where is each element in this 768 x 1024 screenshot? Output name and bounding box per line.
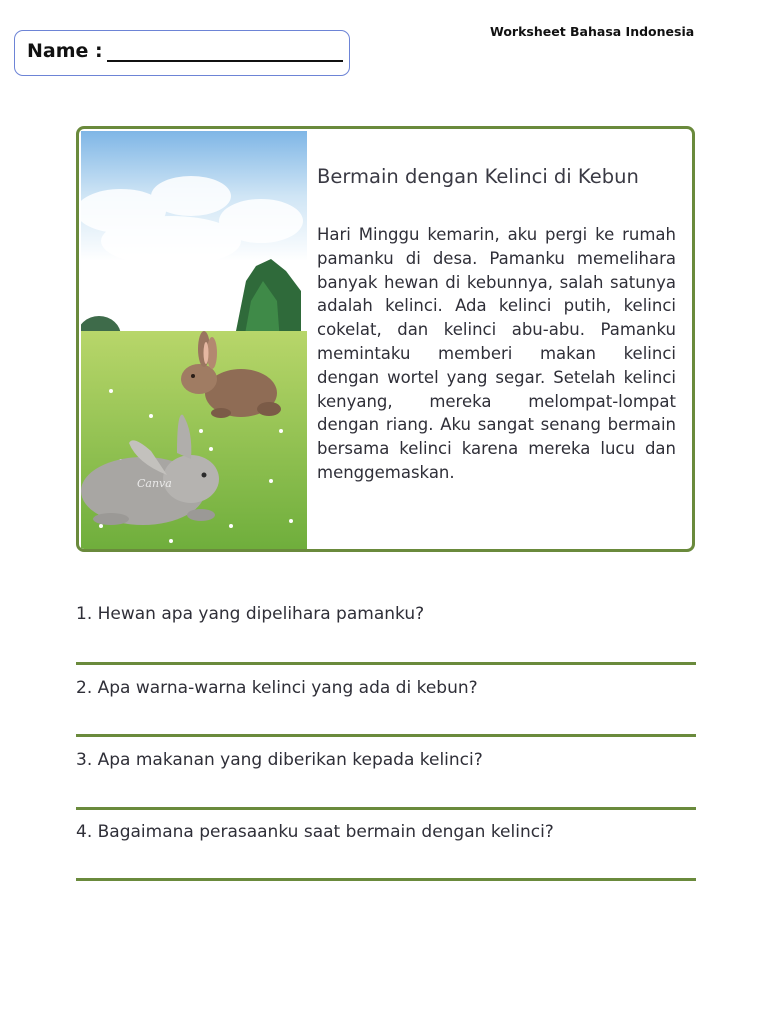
answer-line-3[interactable] [76, 807, 696, 810]
story-panel [76, 126, 695, 552]
story-title: Bermain dengan Kelinci di Kebun [317, 165, 639, 188]
story-body: Hari Minggu kemarin, aku pergi ke rumah pamanku di desa. Pamanku memelihara banyak hewan di kebunnya, salah satunya adalah kelinci. Ada kelinci putih, kelinci cokelat, dan kelinci abu-abu. Pamanku memintaku memberi makan kelinci dengan wortel yang segar. Setelah kelinci kenyang, mereka melompat-lompat dengan riang. Aku sangat senang bermain bersama kelinci karena mereka lucu dan menggemaskan. [317, 225, 676, 482]
rabbits-garden-illustration [81, 131, 307, 549]
answer-line-4[interactable] [76, 878, 696, 881]
answer-line-2[interactable] [76, 734, 696, 737]
name-write-line[interactable] [107, 60, 343, 62]
question-3-text: 3. Apa makanan yang diberikan kepada kelinci? [76, 750, 483, 770]
question-1-text: 1. Hewan apa yang dipelihara pamanku? [76, 604, 425, 624]
question-2 [76, 678, 696, 698]
name-box [14, 30, 350, 76]
question-4 [76, 822, 696, 842]
question-3 [76, 750, 696, 770]
name-label: Name : [27, 40, 103, 62]
question-4-text: 4. Bagaimana perasaanku saat bermain dengan kelinci? [76, 822, 554, 842]
question-2-text: 2. Apa warna-warna kelinci yang ada di kebun? [76, 678, 478, 698]
canva-watermark: Canva [137, 477, 172, 490]
answer-line-1[interactable] [76, 662, 696, 665]
worksheet-header-title: Worksheet Bahasa Indonesia [490, 24, 695, 39]
question-1 [76, 604, 696, 624]
